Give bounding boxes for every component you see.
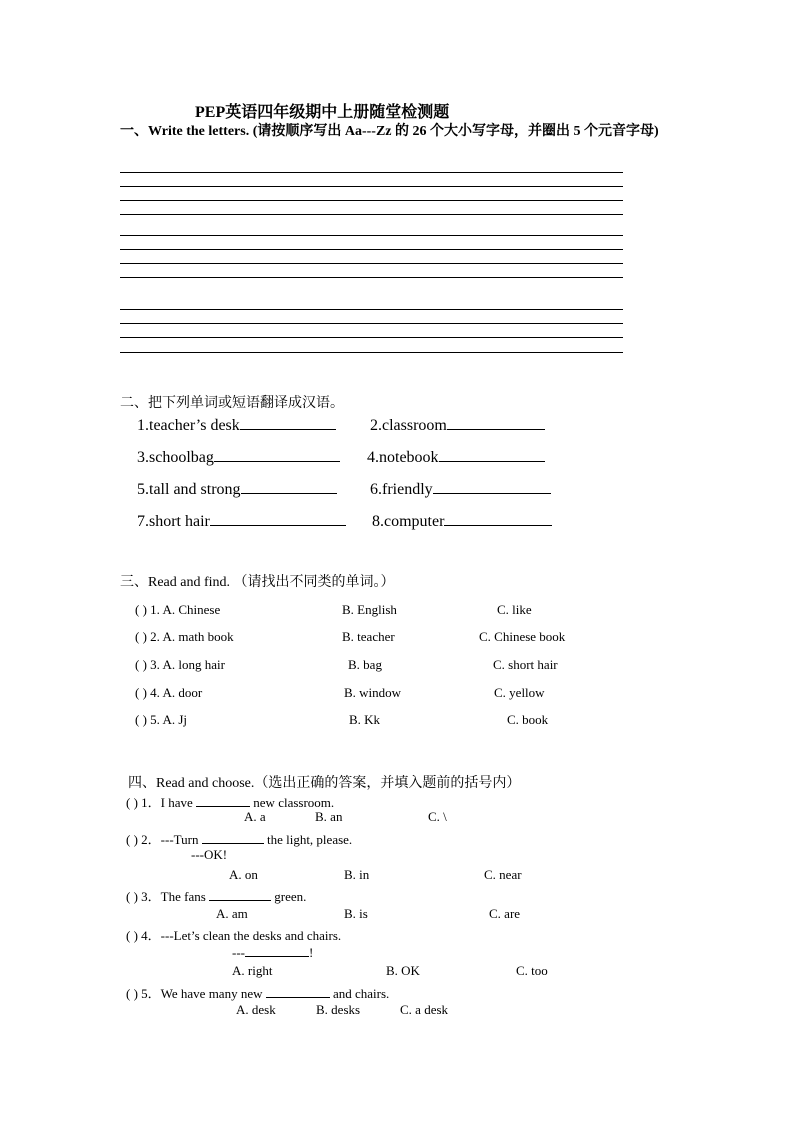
vocab-word: 7.short hair xyxy=(137,513,210,530)
option-b: B. in xyxy=(344,867,370,882)
question-text: green. xyxy=(274,889,307,904)
section4-heading: 四、Read and choose.（选出正确的答案，并填入题前的括号内） xyxy=(128,776,521,791)
vocab-item-2 xyxy=(370,415,545,435)
vocab-word: 3.schoolbag xyxy=(137,449,214,466)
page-title: PEP英语四年级期中上册随堂检测题 xyxy=(195,104,450,121)
vocab-item-7 xyxy=(137,511,346,531)
find-option-b: B. Kk xyxy=(349,712,381,727)
answer-blank[interactable] xyxy=(214,447,340,462)
reply-text: ! xyxy=(309,945,314,960)
option-a: A. a xyxy=(244,809,266,824)
vocab-word: 1.teacher’s desk xyxy=(137,417,240,434)
vocab-word: 5.tall and strong xyxy=(137,481,241,498)
answer-blank[interactable] xyxy=(241,479,337,494)
vocab-item-5 xyxy=(137,479,337,499)
choose-question-3 xyxy=(126,886,306,905)
answer-blank[interactable] xyxy=(196,794,250,807)
writing-line[interactable] xyxy=(120,186,623,187)
find-question-1: ( ) 1. A. Chinese xyxy=(135,602,221,617)
option-a: A. am xyxy=(216,906,248,921)
option-b: B. desks xyxy=(316,1002,361,1017)
answer-blank[interactable] xyxy=(439,447,545,462)
answer-blank[interactable] xyxy=(447,415,545,430)
reply-text: ---OK! xyxy=(191,847,228,862)
writing-line[interactable] xyxy=(120,337,623,338)
option-b: B. is xyxy=(344,906,368,921)
answer-blank[interactable] xyxy=(240,415,336,430)
find-option-b: B. bag xyxy=(348,657,382,672)
writing-line[interactable] xyxy=(120,309,623,310)
writing-line[interactable] xyxy=(120,235,623,236)
section2-heading: 二、把下列单词或短语翻译成汉语。 xyxy=(120,396,344,411)
question-text: new classroom. xyxy=(253,795,335,810)
answer-blank[interactable] xyxy=(266,985,330,998)
choose-question-4: ( ) 4．---Let’s clean the desks and chairs. xyxy=(126,928,342,943)
find-option-b: B. teacher xyxy=(342,629,395,644)
find-option-c: C. like xyxy=(497,602,532,617)
vocab-item-1 xyxy=(137,415,336,435)
question-text: ( ) 1．I have xyxy=(126,795,193,810)
writing-line[interactable] xyxy=(120,200,623,201)
option-c: C. are xyxy=(489,906,521,921)
choose-question-5 xyxy=(126,983,389,1002)
question-text: the light, please. xyxy=(266,832,353,847)
option-c: C. a desk xyxy=(400,1002,449,1017)
answer-blank[interactable] xyxy=(209,888,271,901)
vocab-word: 8.computer xyxy=(372,513,445,530)
find-option-b: B. window xyxy=(344,685,402,700)
question-text: ( ) 3．The fans xyxy=(126,889,206,904)
reply-text: --- xyxy=(232,945,245,960)
option-a: A. on xyxy=(229,867,258,882)
answer-blank[interactable] xyxy=(444,511,552,526)
find-option-c: C. yellow xyxy=(494,685,545,700)
option-a: A. right xyxy=(232,963,273,978)
answer-blank[interactable] xyxy=(210,511,346,526)
vocab-item-8 xyxy=(372,511,552,531)
writing-line[interactable] xyxy=(120,214,623,215)
option-c: C. \ xyxy=(428,809,447,824)
writing-line[interactable] xyxy=(120,323,623,324)
writing-line[interactable] xyxy=(120,352,623,353)
writing-line[interactable] xyxy=(120,172,623,173)
writing-line[interactable] xyxy=(120,277,623,278)
question-text: ( ) 5．We have many new xyxy=(126,986,263,1001)
answer-blank[interactable] xyxy=(245,944,309,957)
option-b: B. an xyxy=(315,809,343,824)
choose-question-2 xyxy=(126,829,352,848)
option-c: C. too xyxy=(516,963,548,978)
question-text: ( ) 2．---Turn xyxy=(126,832,199,847)
find-option-c: C. short hair xyxy=(493,657,558,672)
vocab-word: 2.classroom xyxy=(370,417,447,434)
find-question-2: ( ) 2. A. math book xyxy=(135,629,234,644)
question-text: and chairs. xyxy=(333,986,390,1001)
vocab-word: 4.notebook xyxy=(367,449,439,466)
vocab-item-6 xyxy=(370,479,551,499)
vocab-item-4 xyxy=(367,447,545,467)
answer-blank[interactable] xyxy=(202,831,264,844)
option-a: A. desk xyxy=(236,1002,276,1017)
answer-blank[interactable] xyxy=(433,479,551,494)
writing-line[interactable] xyxy=(120,263,623,264)
option-c: C. near xyxy=(484,867,522,882)
option-b: B. OK xyxy=(386,963,420,978)
section1-heading: 一、Write the letters. (请按顺序写出 Aa---Zz 的 26 个大小写字母，并圈出 5 个元音字母) xyxy=(120,124,659,139)
vocab-word: 6.friendly xyxy=(370,481,433,498)
vocab-item-3 xyxy=(137,447,340,467)
find-question-5: ( ) 5. A. Jj xyxy=(135,712,187,727)
find-question-4: ( ) 4. A. door xyxy=(135,685,203,700)
writing-line[interactable] xyxy=(120,249,623,250)
choose-question-1 xyxy=(126,792,334,811)
find-question-3: ( ) 3. A. long hair xyxy=(135,657,225,672)
find-option-c: C. Chinese book xyxy=(479,629,566,644)
section3-heading: 三、Read and find. （请找出不同类的单词。） xyxy=(120,575,395,590)
find-option-c: C. book xyxy=(507,712,549,727)
reply-line xyxy=(232,944,313,961)
find-option-b: B. English xyxy=(342,602,397,617)
